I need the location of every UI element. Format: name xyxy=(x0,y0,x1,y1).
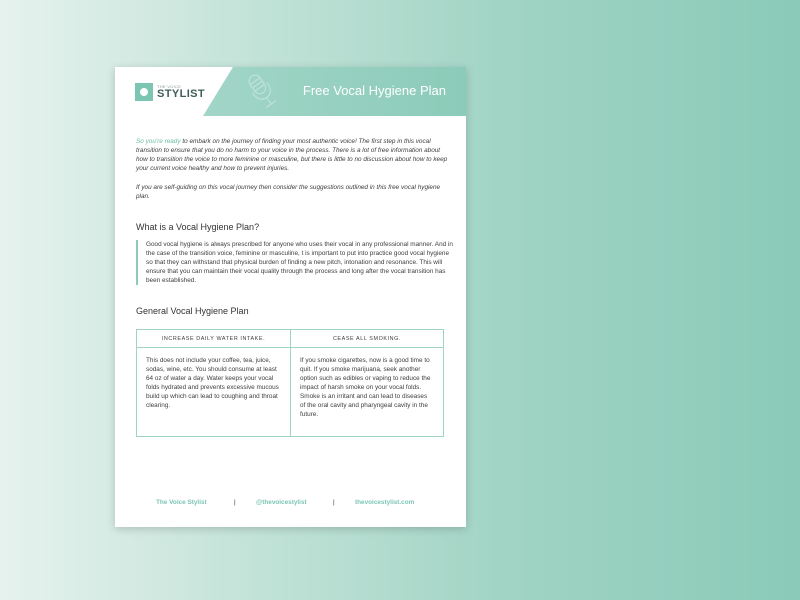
document-title: Free Vocal Hygiene Plan xyxy=(302,83,446,98)
section-body-quote: Good vocal hygiene is always prescribed for anyone who uses their vocal in any professional manner. And in the case of the transition voice, feminine or masculine, t is important to put into practice good vocal hygiene so that they can withstand that physical burden of finding a new pitch, intonation and resonance. This will ensure that you can maintain their vocal quality through the process and long after the vocal transition has been established. xyxy=(136,240,454,285)
table-column xyxy=(137,330,291,436)
intro-accent-text: So you're ready xyxy=(136,138,181,145)
logo xyxy=(135,82,205,102)
table-cell-water: This does not include your coffee, tea, juice, sodas, wine, etc. You should consume at least 64 oz of water a day. Water keeps your vocal folds hydrated and prevents excessive mucous build up which can lead to coughing and throat clearing. xyxy=(146,357,279,409)
document-page xyxy=(115,67,466,527)
table-column xyxy=(291,330,443,436)
section-heading-what-is: What is a Vocal Hygiene Plan? xyxy=(136,222,260,232)
intro-text: to embark on the journey of finding your most authentic voice! The first step in this vocal transition to ensure that you do no harm to your voice in the process. There is a lot of free information about how to transition the voice to more feminine or masculine, but there is little to no discussion about how to keep your current voice healthy and how to prevent injuries. xyxy=(136,138,448,172)
table-header-smoking: CEASE ALL SMOKING. xyxy=(291,330,443,348)
table-cell-smoking: If you smoke cigarettes, now is a good time to quit. If you smoke marijuana, seek another option such as edibles or vaping to reduce the impact of harsh smoke on your vocal folds. Smoke is an irritant and can lead to diseases of the oral cavity and pharyngeal cavity in the future. xyxy=(300,357,431,418)
footer-separator: | xyxy=(333,499,335,506)
document-footer xyxy=(115,499,466,511)
logo-mark-icon xyxy=(135,83,153,101)
logo-main-text: STYLIST xyxy=(157,87,206,100)
microphone-icon xyxy=(247,71,277,111)
footer-handle: @thevoicestylist xyxy=(256,499,307,506)
table-header-water: INCREASE DAILY WATER INTAKE. xyxy=(137,330,290,348)
hygiene-plan-table xyxy=(136,329,444,437)
document-header xyxy=(115,67,466,116)
intro-paragraph-2: If you are self-guiding on this vocal journey then consider the suggestions outlined in this free vocal hygiene plan. xyxy=(136,184,441,200)
intro-paragraph xyxy=(136,137,448,173)
section-heading-general-plan: General Vocal Hygiene Plan xyxy=(136,306,249,316)
footer-brand: The Voice Stylist xyxy=(156,499,207,506)
footer-separator: | xyxy=(234,499,236,506)
footer-website: thevoicestylist.com xyxy=(355,499,415,506)
logo-small-text: THE VOICE xyxy=(157,83,182,89)
